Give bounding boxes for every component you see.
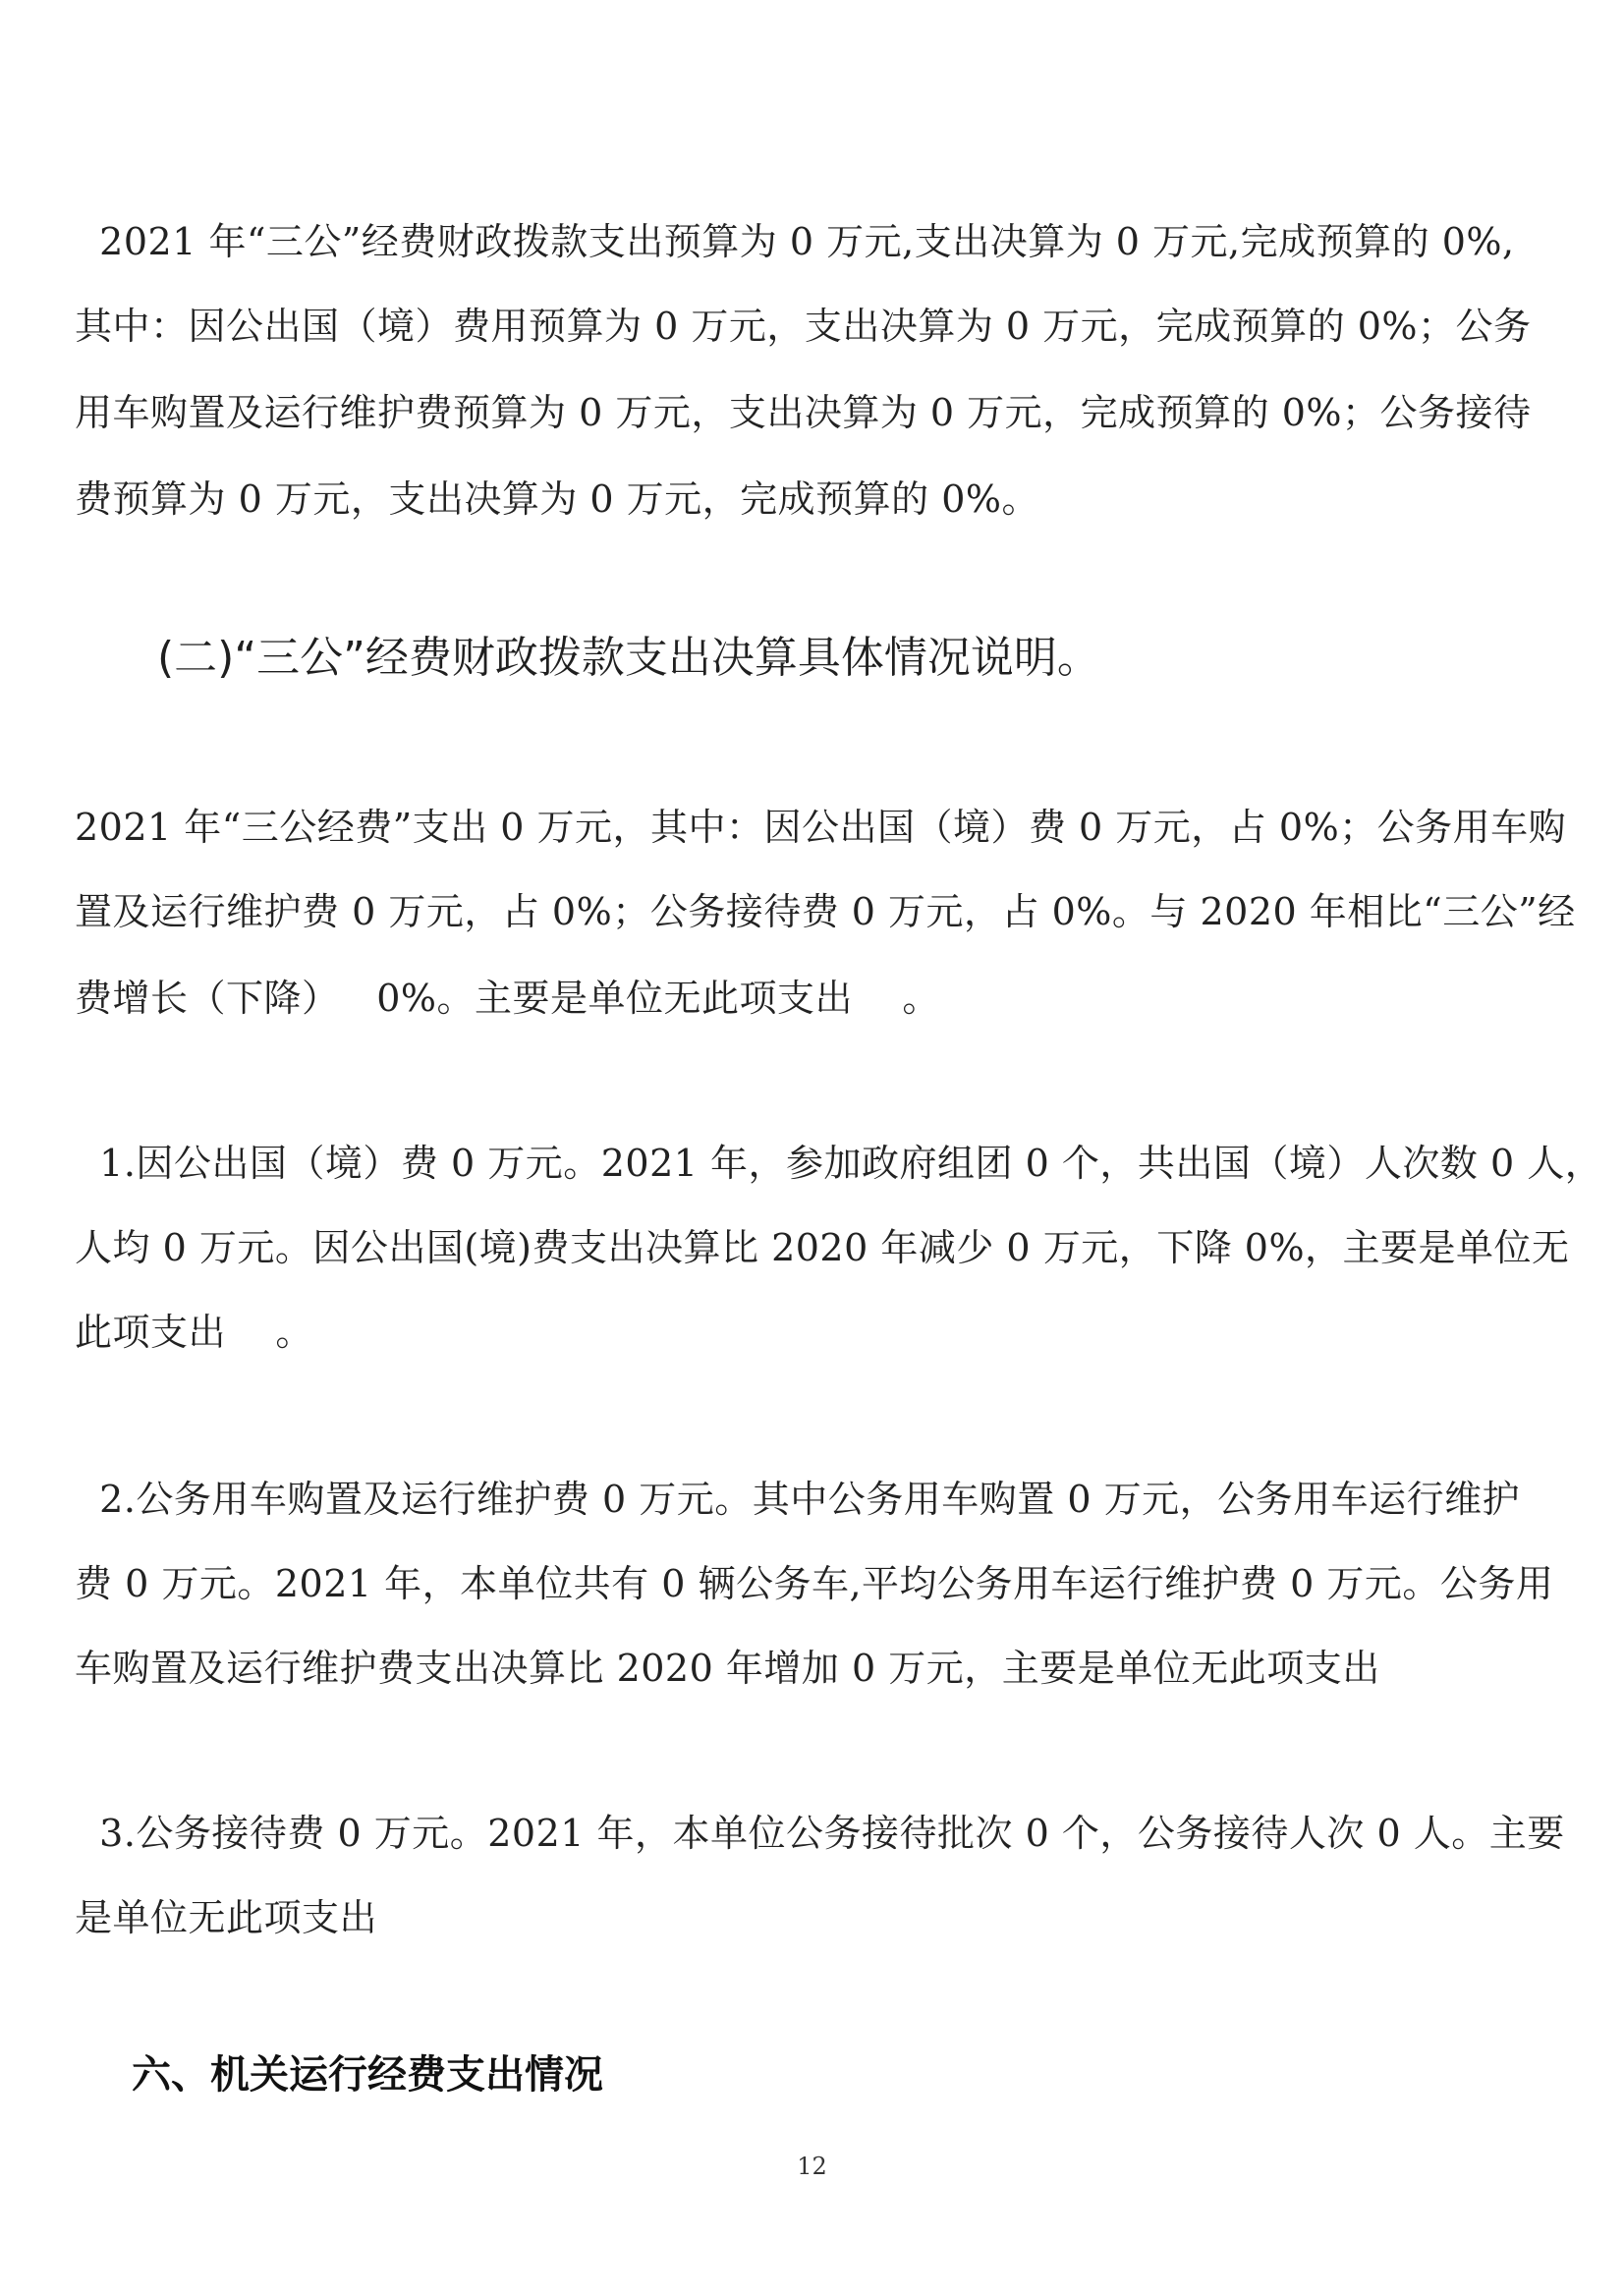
text-line: 费 0 万元。2021 年，本单位共有 0 辆公务车,平均公务用车运行维护费 0 万元。公务用 [75, 1562, 1554, 1605]
text-line: 2021 年“三公经费”支出 0 万元，其中：因公出国（境）费 0 万元，占 0%；公务用车购 [75, 806, 1567, 849]
text-line: 其中：因公出国（境）费用预算为 0 万元，支出决算为 0 万元，完成预算的 0%；公务 [75, 305, 1532, 348]
text-line: 2.公务用车购置及运行维护费 0 万元。其中公务用车购置 0 万元，公务用车运行维护 [75, 1478, 1521, 1521]
page-number: 12 [797, 2153, 827, 2180]
section-heading: (二)“三公”经费财政拨款支出决算具体情况说明。 [157, 633, 1100, 683]
text-line: 1.因公出国（境）费 0 万元。2021 年，参加政府组团 0 个，共出国（境）人次数 0 人， [75, 1142, 1603, 1185]
text-line: 是单位无此项支出 [75, 1896, 378, 1939]
chapter-heading: 六、机关运行经费支出情况 [132, 2052, 603, 2098]
text-line: 人均 0 万元。因公出国(境)费支出决算比 2020 年减少 0 万元，下降 0%，主要是单位无 [75, 1226, 1570, 1269]
text-line: 用车购置及运行维护费预算为 0 万元，支出决算为 0 万元，完成预算的 0%；公务接待 [75, 391, 1532, 434]
text-line: 2021 年“三公”经费财政拨款支出预算为 0 万元,支出决算为 0 万元,完成预算的 0%, [75, 220, 1515, 263]
text-line: 此项支出 。 [75, 1311, 313, 1354]
text-line: 费增长（下降） 0%。主要是单位无此项支出 。 [75, 977, 940, 1020]
text-line: 费预算为 0 万元，支出决算为 0 万元，完成预算的 0%。 [75, 477, 1040, 521]
text-line: 3.公务接待费 0 万元。2021 年，本单位公务接待批次 0 个，公务接待人次 0 人。主要 [75, 1812, 1565, 1855]
text-line: 车购置及运行维护费支出决算比 2020 年增加 0 万元，主要是单位无此项支出 [75, 1647, 1380, 1690]
text-line: 置及运行维护费 0 万元，占 0%；公务接待费 0 万元，占 0%。与 2020 年相比“三公”经 [75, 890, 1576, 933]
